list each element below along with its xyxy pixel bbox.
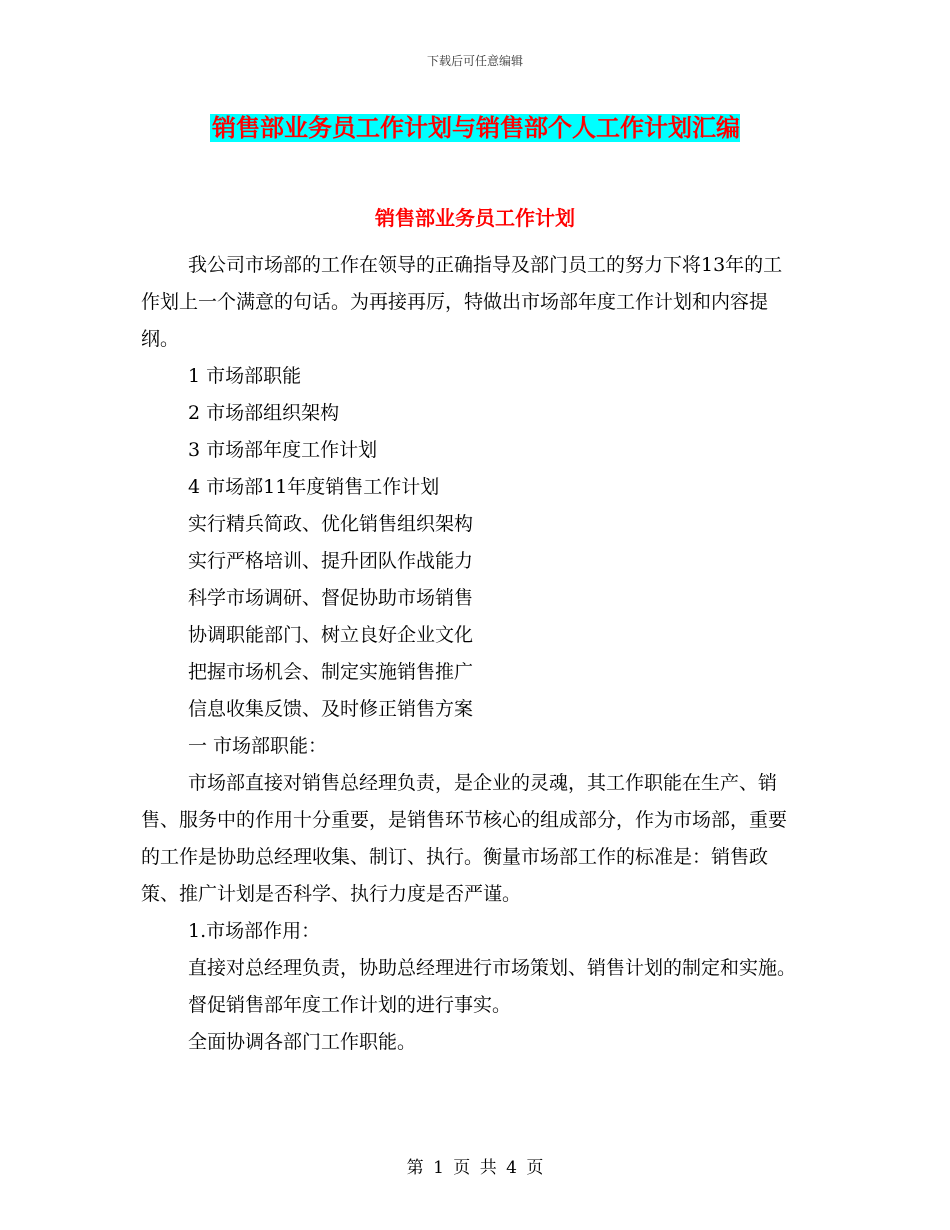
- subsection-heading: 1.市场部作用：: [188, 920, 321, 942]
- strategy-item: 实行严格培训、提升团队作战能力: [188, 550, 474, 572]
- paragraph-function: 市场部直接对销售总经理负责，是企业的灵魂，其工作职能在生产、销售、服务中的作用十分重要，是销售环节核心的组成部分，作为市场部，重要的工作是协助总经理收集、制订、执行。衡量市场部工作的标准是：销售政策、推广计划是否科学、执行力度是否严谨。: [141, 772, 788, 905]
- document-title-text: 销售部业务员工作计划与销售部个人工作计划汇编: [212, 114, 740, 142]
- strategy-item: 科学市场调研、督促协助市场销售: [188, 587, 474, 609]
- page-header-note: 下载后可任意编辑: [426, 54, 523, 68]
- document-body: [141, 247, 801, 1061]
- strategy-item: 信息收集反馈、及时修正销售方案: [188, 698, 474, 720]
- paragraph-role: 全面协调各部门工作职能。: [188, 1031, 417, 1053]
- outline-item: 1 市场部职能: [188, 365, 302, 387]
- outline-item: 4 市场部11年度销售工作计划: [188, 476, 440, 498]
- paragraph-role: 督促销售部年度工作计划的进行事实。: [188, 994, 512, 1016]
- outline-item: 2 市场部组织架构: [188, 402, 340, 424]
- strategy-item: 把握市场机会、制定实施销售推广: [188, 661, 474, 683]
- outline-item: 3 市场部年度工作计划: [188, 439, 378, 461]
- document-title: [0, 110, 950, 146]
- paragraph-role: 直接对总经理负责，协助总经理进行市场策划、销售计划的制定和实施。: [188, 957, 797, 979]
- subsection-heading: 一 市场部职能：: [188, 735, 328, 757]
- strategy-item: 协调职能部门、树立良好企业文化: [188, 624, 474, 646]
- section-title: 销售部业务员工作计划: [375, 206, 575, 230]
- paragraph-intro: 我公司市场部的工作在领导的正确指导及部门员工的努力下将13年的工作划上一个满意的句话。为再接再厉，特做出市场部年度工作计划和内容提纲。: [141, 254, 783, 350]
- page-footer: 第 1 页 共 4 页: [406, 1158, 544, 1178]
- strategy-item: 实行精兵简政、优化销售组织架构: [188, 513, 474, 535]
